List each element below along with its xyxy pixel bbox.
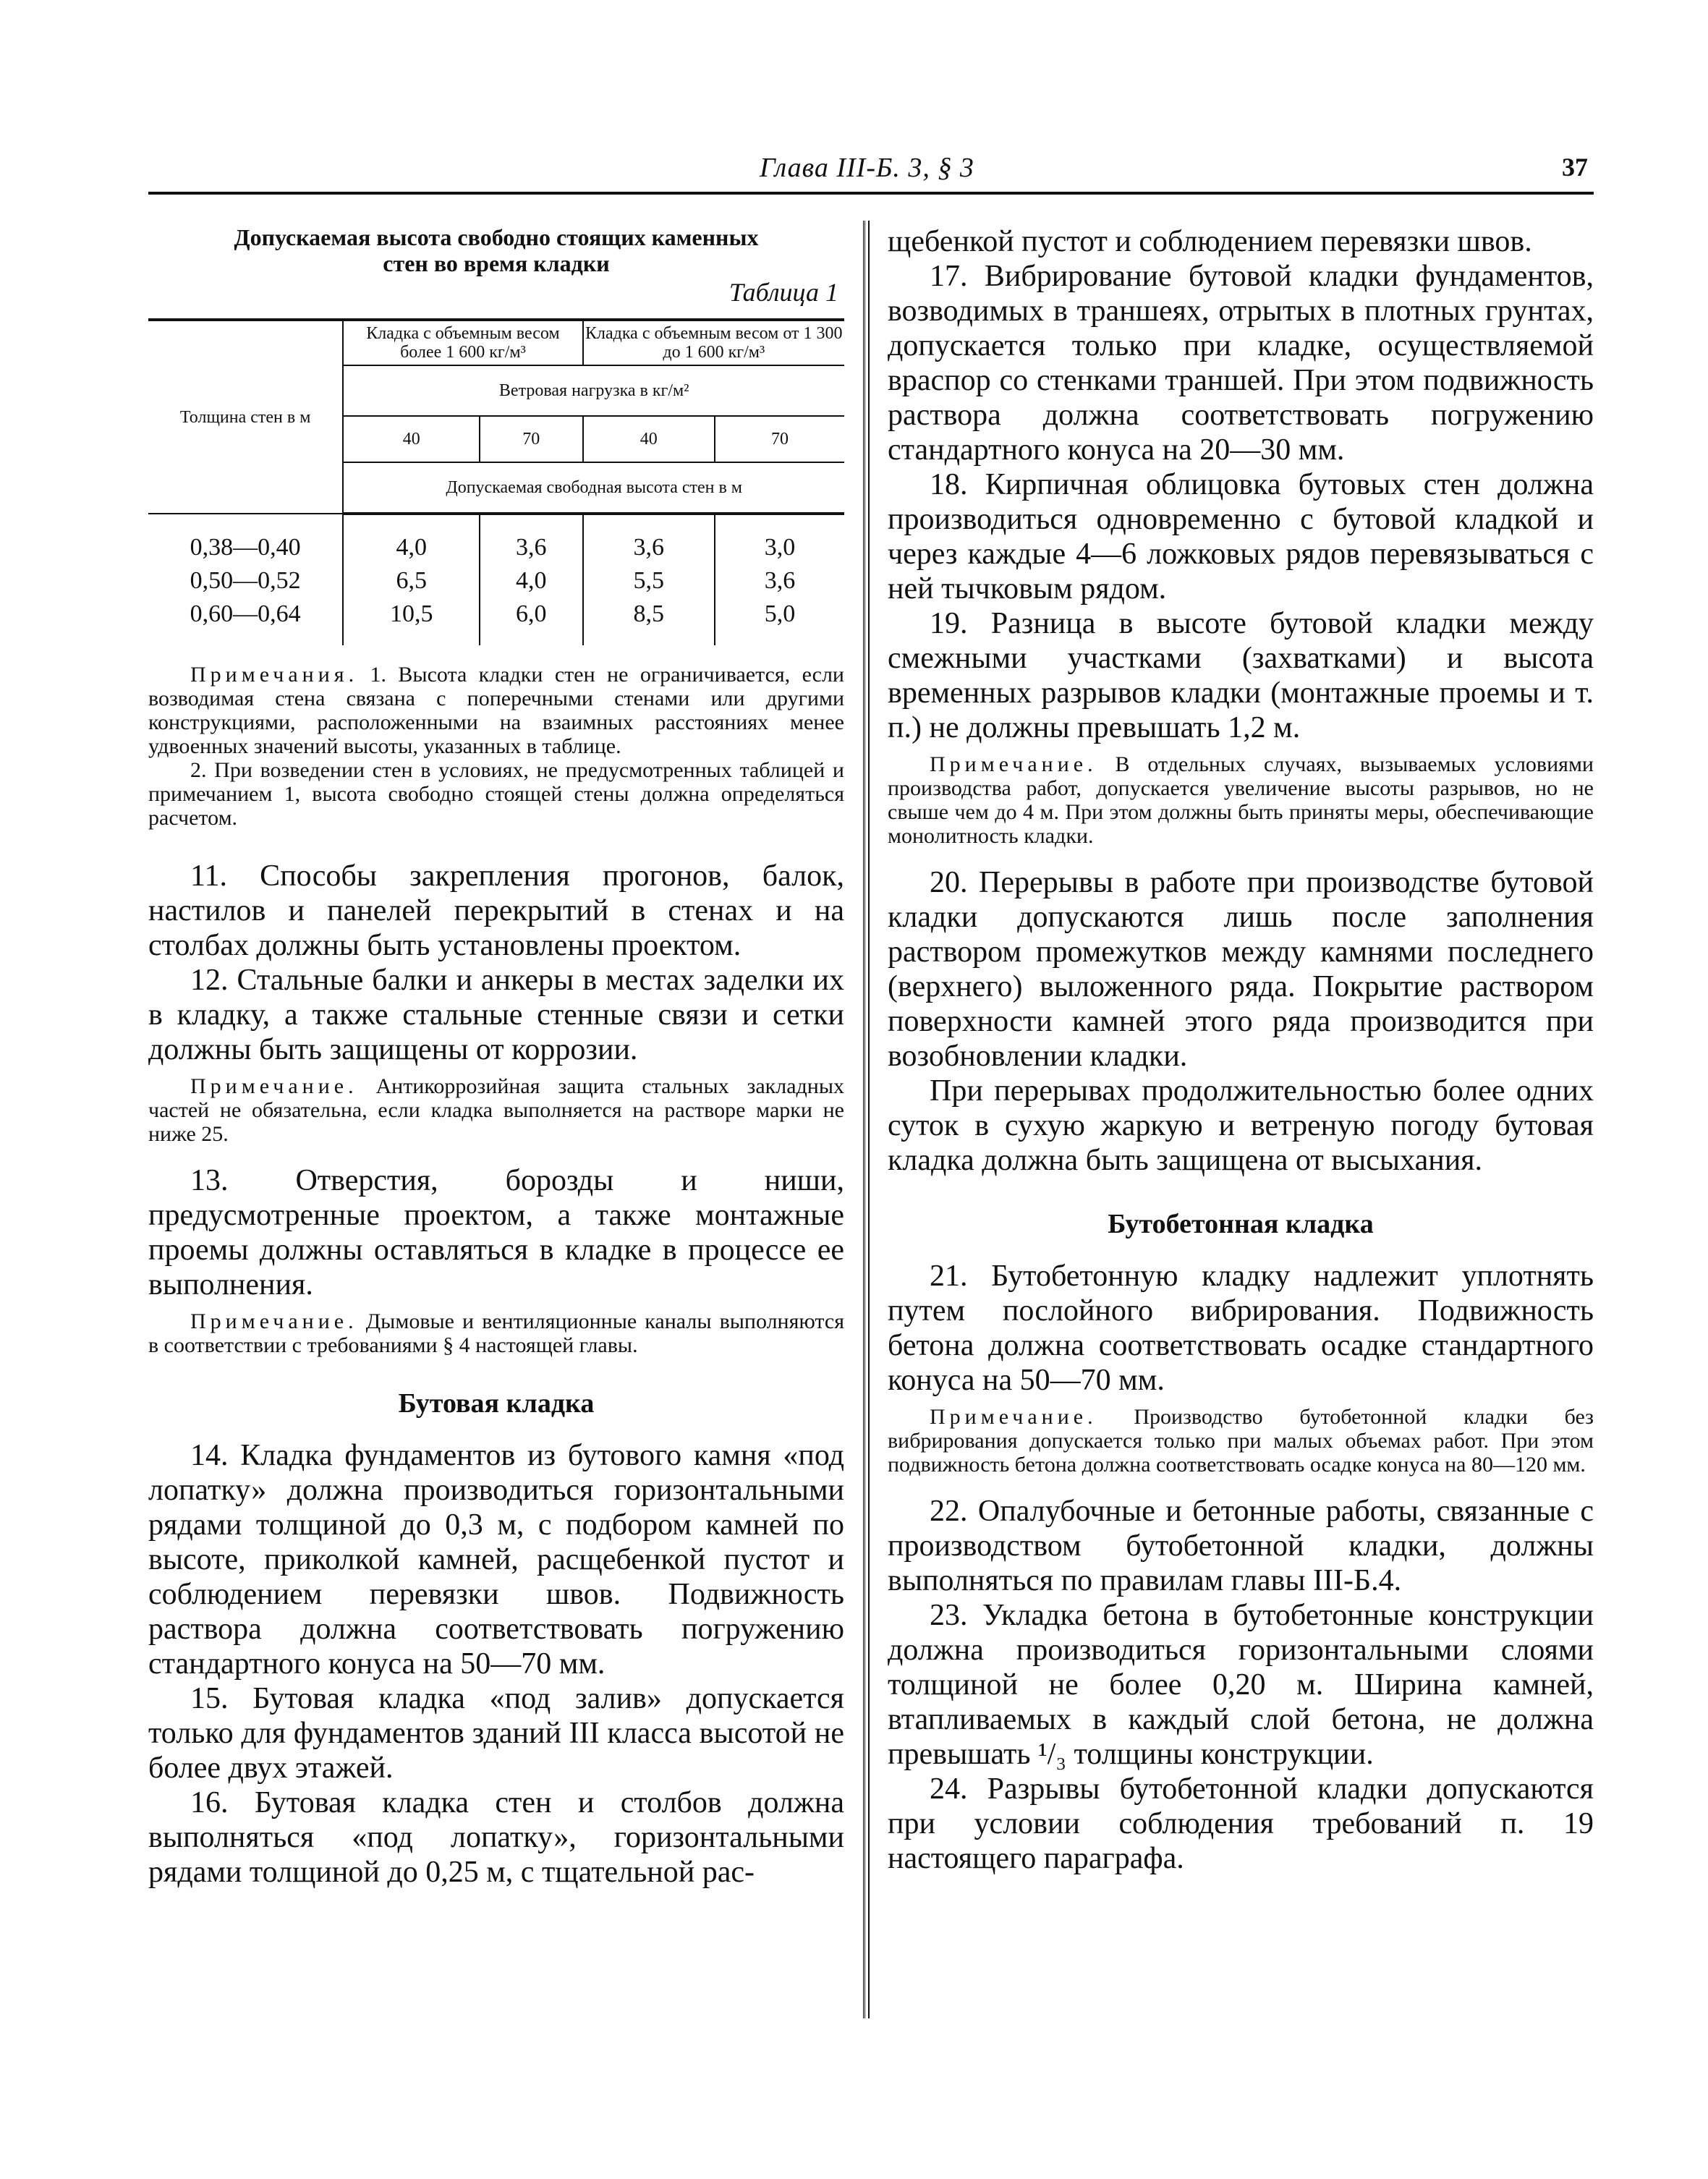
- paragraph-23: 23. Укладка бетона в бутобетонные конструкции должна производиться горизонтальными слоями толщиной не более 0,20 м. Ширина камней, втапливаемых в каждый слой бетона, не должна превышать ¹/₃ толщины конструкции.: [888, 1599, 1594, 1771]
- note-paragraph-21: [888, 1405, 1594, 1477]
- note-label: Примечание.: [930, 752, 1097, 776]
- paragraph-17: 17. Вибрирование бутовой кладки фундаментов, возводимых в траншеях, отрытых в плотных грунтах, допускается только при кладке, осуществляемой враспор со стенками траншей. При этом подвижность раствора должна соответствовать погружению стандартного конуса на 20—30 мм.: [888, 260, 1594, 467]
- cell-value: 5,5: [583, 564, 715, 598]
- cell-value: 4,0: [343, 514, 480, 564]
- table-title-line-2: стен во время кладки: [383, 250, 610, 276]
- note-paragraph-12: [148, 1074, 844, 1146]
- paragraph-18: 18. Кирпичная облицовка бутовых стен должна производиться одновременно с бутовой кладкой и через каждые 4—6 ложковых рядов перевязываться с ней тычковым рядом.: [888, 468, 1594, 606]
- cell-value: 8,5: [583, 598, 715, 645]
- table-title: [148, 224, 844, 276]
- right-column: [888, 224, 1594, 1876]
- cell-thickness: 0,50—0,52: [190, 567, 301, 594]
- paragraph-20-continued: При перерывах продолжительностью более одних суток в сухую жаркую и ветреную погоду бутовая кладка должна быть защищена от высыхания.: [888, 1074, 1594, 1177]
- cell-value: 6,0: [480, 598, 583, 645]
- paragraph-13: 13. Отверстия, борозды и ниши, предусмотренные проектом, а также монтажные проемы должны оставляться в кладке в процессе ее выполнения.: [148, 1164, 844, 1301]
- paragraph-24: 24. Разрывы бутобетонной кладки допускаются при условии соблюдения требований п. 19 настоящего параграфа.: [888, 1772, 1594, 1875]
- wind-value: 40: [343, 416, 480, 462]
- running-title: Глава III-Б. 3, § 3: [760, 153, 974, 183]
- paragraph-19: 19. Разница в высоте бутовой кладки между смежными участками (захватками) и высота временных разрывов кладки (монтажные проемы и т. п.) не должны превышать 1,2 м.: [888, 607, 1594, 744]
- header-group-1: Кладка с объемным весом более 1 600 кг/м³: [343, 320, 582, 365]
- left-column: [148, 224, 844, 1890]
- note-text: В отдельных случаях, вызываемых условиями производства работ, допускается увеличение высоты разрывов, но не свыше чем до 4 м. При этом должны быть приняты меры, обеспечивающие монолитность кладки.: [888, 752, 1594, 848]
- cell-value: 3,6: [480, 514, 583, 564]
- paragraph-14: 14. Кладка фундаментов из бутового камня «под лопатку» должна производиться горизонтальными рядами толщиной до 0,3 м, с подбором камней по высоте, приколкой камней, расщебенкой пустот и соблюдением перевязки швов. Подвижность раствора должна соответствовать погружению стандартного конуса на 50—70 мм.: [148, 1439, 844, 1681]
- cell-value: 4,0: [480, 564, 583, 598]
- header-allowed-height: Допускаемая свободная высота стен в м: [343, 462, 844, 514]
- wind-value: 40: [583, 416, 715, 462]
- cell-thickness: 0,60—0,64: [190, 600, 301, 627]
- column-divider: [863, 221, 870, 2018]
- cell-value: 5,0: [715, 598, 844, 645]
- cell-value: 3,6: [583, 514, 715, 564]
- header-group-2: Кладка с объемным весом от 1 300 до 1 600 кг/м³: [583, 320, 844, 365]
- cell-value: 3,6: [715, 564, 844, 598]
- cell-value: 10,5: [343, 598, 480, 645]
- note-paragraph-19: [888, 752, 1594, 848]
- cell-value: 6,5: [343, 564, 480, 598]
- table-note-2: 2. При возведении стен в условиях, не предусмотренных таблицей и примечанием 1, высота свободно стоящей стены должна определяться расчетом.: [148, 758, 844, 830]
- cell-thickness: 0,38—0,40: [190, 533, 301, 561]
- paragraph-20: 20. Перерывы в работе при производстве бутовой кладки допускаются лишь после заполнения раствором промежутков между камнями последнего (верхнего) выложенного ряда. Покрытие раствором поверхности камней этого ряда производится при возобновлении кладки.: [888, 866, 1594, 1073]
- note-paragraph-13: [148, 1309, 844, 1357]
- paragraph-15: 15. Бутовая кладка «под залив» допускается только для фундаментов зданий III класса высотой не более двух этажей.: [148, 1682, 844, 1785]
- note-text: Дымовые и вентиляционные каналы выполняются в соответствии с требованиями § 4 настоящей главы.: [148, 1309, 844, 1357]
- cell-value: 3,0: [715, 514, 844, 564]
- header-rule: [148, 192, 1594, 195]
- paragraph-16: 16. Бутовая кладка стен и столбов должна выполняться «под лопатку», горизонтальными рядами толщиной до 0,25 м, с тщательной рас-: [148, 1786, 844, 1889]
- table-note-1: [148, 663, 844, 758]
- paragraph-22: 22. Опалубочные и бетонные работы, связанные с производством бутобетонной кладки, должны выполняться по правилам главы III-Б.4.: [888, 1495, 1594, 1597]
- wall-height-table: [148, 318, 844, 645]
- header-thickness: Толщина стен в м: [148, 320, 343, 514]
- note-label: Примечание.: [190, 1309, 358, 1333]
- note-text: Производство бутобетонной кладки без вибрирования допускается только при малых объемах работ. При этом подвижность бетона должна соответствовать осадке конуса на 80—120 мм.: [888, 1405, 1594, 1477]
- note-label: Примечание.: [190, 1074, 358, 1098]
- note-label: Примечание.: [930, 1405, 1097, 1429]
- wind-value: 70: [715, 416, 844, 462]
- wind-value: 70: [480, 416, 583, 462]
- paragraph-16-continued: щебенкой пустот и соблюдением перевязки швов.: [888, 225, 1532, 258]
- paragraph-12: 12. Стальные балки и анкеры в местах заделки их в кладку, а также стальные стенные связи и сетки должны быть защищены от коррозии.: [148, 964, 844, 1066]
- paragraph-11: 11. Способы закрепления прогонов, балок, настилов и панелей перекрытий в стенах и на столбах должны быть установлены проектом.: [148, 859, 844, 962]
- note-text: Антикоррозийная защита стальных закладных частей не обязательна, если кладка выполняется на растворе марки не ниже 25.: [148, 1074, 844, 1146]
- page-header: [148, 152, 1594, 197]
- paragraph-21: 21. Бутобетонную кладку надлежит уплотнять путем послойного вибрирования. Подвижность бетона должна соответствовать осадке стандартного конуса на 50—70 мм.: [888, 1260, 1594, 1397]
- table-caption: Таблица 1: [728, 278, 838, 307]
- table-title-line-1: Допускаемая высота свободно стоящих каменных: [234, 224, 759, 250]
- section-heading-rubble: Бутовая кладка: [398, 1388, 595, 1419]
- header-wind-load: Ветровая нагрузка в кг/м²: [343, 365, 844, 416]
- page-number: 37: [1562, 153, 1588, 182]
- note-text: 1. Высота кладки стен не ограничивается, если возводимая стена связана с поперечными стенами или другими конструкциями, расположенными на взаимных расстояниях менее удвоенных значений высоты, указанных в таблице.: [148, 663, 844, 758]
- section-heading-rubble-concrete: Бутобетонная кладка: [1108, 1209, 1374, 1239]
- note-label: Примечания.: [190, 663, 359, 687]
